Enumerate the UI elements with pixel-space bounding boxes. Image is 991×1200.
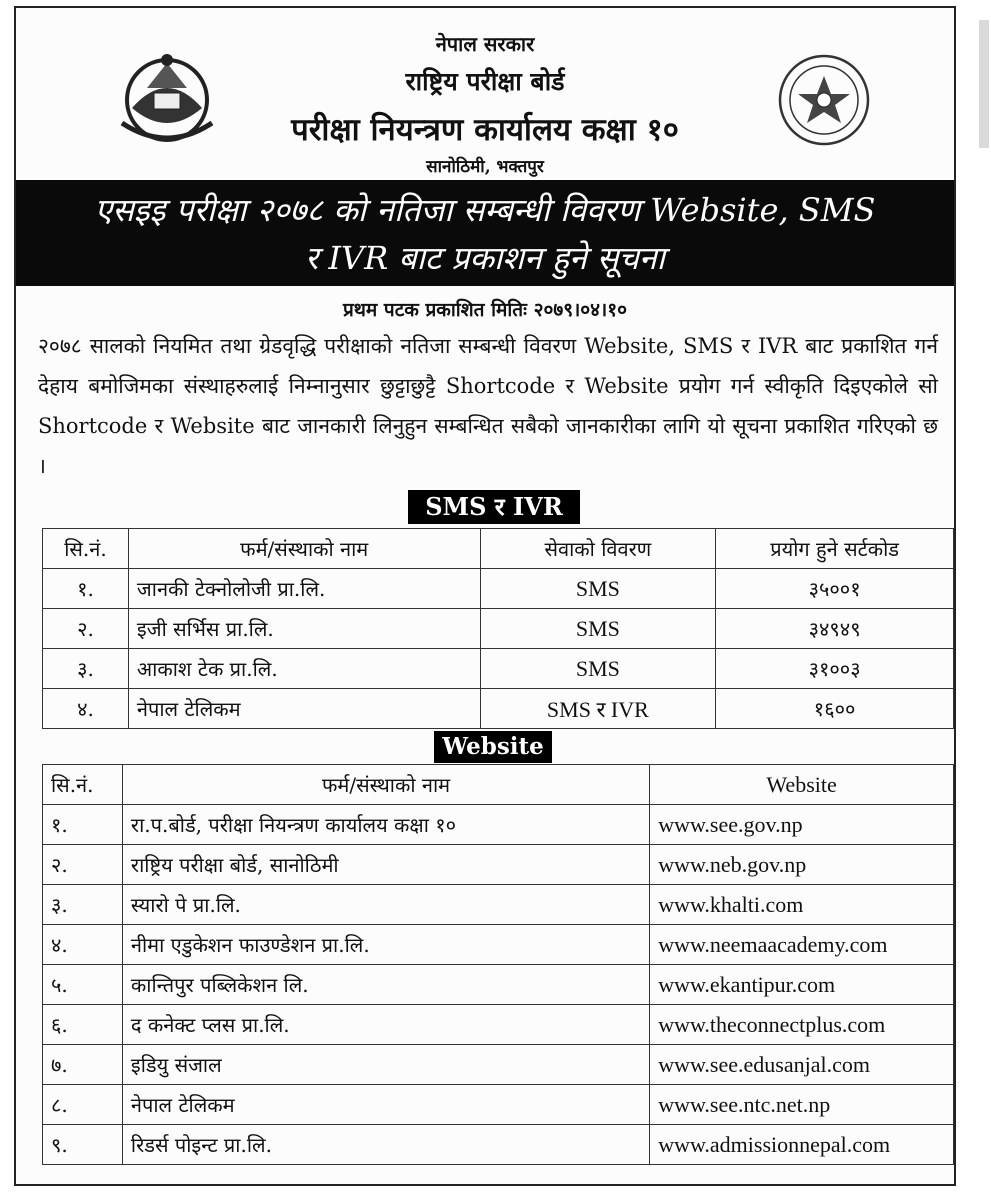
column-header: फर्म/संस्थाको नाम (128, 529, 480, 569)
table-header-row (43, 765, 954, 805)
table-row (43, 845, 954, 885)
firm-name: नीमा एडुकेशन फाउण्डेशन प्रा.लि. (122, 925, 649, 965)
shortcode: ३४९४९ (716, 609, 954, 649)
column-header: Website (650, 765, 954, 805)
banner-line-2: र IVR बाट प्रकाशन हुने सूचना (305, 239, 665, 277)
firm-name: आकाश टेक प्रा.लि. (128, 649, 480, 689)
table-row (43, 885, 954, 925)
column-header: सि.नं. (43, 765, 123, 805)
banner-line-1: एसइइ परीक्षा २०७८ को नतिजा सम्बन्धी विवरण Website, SMS (94, 191, 876, 229)
firm-name: रिडर्स पोइन्ट प्रा.लि. (122, 1125, 649, 1165)
column-header: फर्म/संस्थाको नाम (122, 765, 649, 805)
table-row (43, 925, 954, 965)
table-row (43, 1045, 954, 1085)
firm-name: राष्ट्रिय परीक्षा बोर्ड, सानोठिमी (122, 845, 649, 885)
shortcode: ३१००३ (716, 649, 954, 689)
board-name: राष्ट्रिय परीक्षा बोर्ड (405, 67, 565, 96)
website-link[interactable]: www.see.edusanjal.com (650, 1045, 954, 1085)
sms-shortcode-table (42, 528, 954, 729)
website-link[interactable]: www.neb.gov.np (650, 845, 954, 885)
notice-document (14, 6, 956, 1186)
notice-title-banner (16, 180, 954, 286)
service-type: SMS (480, 569, 716, 609)
firm-name: नेपाल टेलिकम (122, 1085, 649, 1125)
table-row (43, 1125, 954, 1165)
service-type: SMS (480, 609, 716, 649)
table-row (43, 649, 954, 689)
firm-name: रा.प.बोर्ड, परीक्षा नियन्त्रण कार्यालय कक्षा १० (122, 805, 649, 845)
column-header: सि.नं. (43, 529, 129, 569)
website-link[interactable]: www.ekantipur.com (650, 965, 954, 1005)
office-name: परीक्षा नियन्त्रण कार्यालय कक्षा १० (291, 112, 679, 148)
page-edge-strip (979, 20, 989, 148)
website-link[interactable]: www.see.gov.np (650, 805, 954, 845)
publish-date: प्रथम पटक प्रकाशित मितिः २०७९।०४।१० (342, 299, 628, 321)
table-row (43, 689, 954, 729)
firm-name: इडियु संजाल (122, 1045, 649, 1085)
sms-section-title: SMS र IVR (408, 490, 580, 524)
serial-number: १. (43, 805, 123, 845)
shortcode: १६०० (716, 689, 954, 729)
website-link[interactable]: www.see.ntc.net.np (650, 1085, 954, 1125)
intro-paragraph: २०७८ सालको नियमित तथा ग्रेडवृद्धि परीक्षाको नतिजा सम्बन्धी विवरण Website, SMS र IVR बाट प्रकाशित गर्न देहाय बमोजिमका संस्थाहरुलाई निम्नानुसार छुट्टाछुट्टै Shortcode र Website प्रयोग गर्न स्वीकृति दिइएकोले सो Shortcode र Website बाट जानकारी लिनुहुन सम्बन्धित सबैको जानकारीका लागि यो सूचना प्रकाशित गरिएको छ । (38, 334, 938, 478)
firm-name: इजी सर्भिस प्रा.लि. (128, 609, 480, 649)
serial-number: ७. (43, 1045, 123, 1085)
website-link[interactable]: www.theconnectplus.com (650, 1005, 954, 1045)
serial-number: १. (43, 569, 129, 609)
website-table (42, 764, 954, 1165)
shortcode: ३५००१ (716, 569, 954, 609)
firm-name: द कनेक्ट प्लस प्रा.लि. (122, 1005, 649, 1045)
serial-number: ८. (43, 1085, 123, 1125)
table-row (43, 1085, 954, 1125)
serial-number: २. (43, 609, 129, 649)
service-type: SMS (480, 649, 716, 689)
table-row (43, 965, 954, 1005)
website-link[interactable]: www.admissionnepal.com (650, 1125, 954, 1165)
serial-number: २. (43, 845, 123, 885)
table-row (43, 609, 954, 649)
website-section-title: Website (434, 731, 552, 763)
office-location: सानोठिमी, भक्तपुर (426, 157, 544, 177)
serial-number: ३. (43, 885, 123, 925)
service-type: SMS र IVR (480, 689, 716, 729)
table-header-row (43, 529, 954, 569)
serial-number: ६. (43, 1005, 123, 1045)
firm-name: नेपाल टेलिकम (128, 689, 480, 729)
website-link[interactable]: www.neemaacademy.com (650, 925, 954, 965)
serial-number: ५. (43, 965, 123, 1005)
table-row (43, 569, 954, 609)
government-label: नेपाल सरकार (435, 32, 535, 56)
firm-name: जानकी टेक्नोलोजी प्रा.लि. (128, 569, 480, 609)
serial-number: ४. (43, 689, 129, 729)
table-row (43, 805, 954, 845)
firm-name: स्यारो पे प्रा.लि. (122, 885, 649, 925)
website-link[interactable]: www.khalti.com (650, 885, 954, 925)
column-header: सेवाको विवरण (480, 529, 716, 569)
serial-number: ४. (43, 925, 123, 965)
table-row (43, 1005, 954, 1045)
firm-name: कान्तिपुर पब्लिकेशन लि. (122, 965, 649, 1005)
column-header: प्रयोग हुने सर्टकोड (716, 529, 954, 569)
serial-number: ३. (43, 649, 129, 689)
serial-number: ९. (43, 1125, 123, 1165)
